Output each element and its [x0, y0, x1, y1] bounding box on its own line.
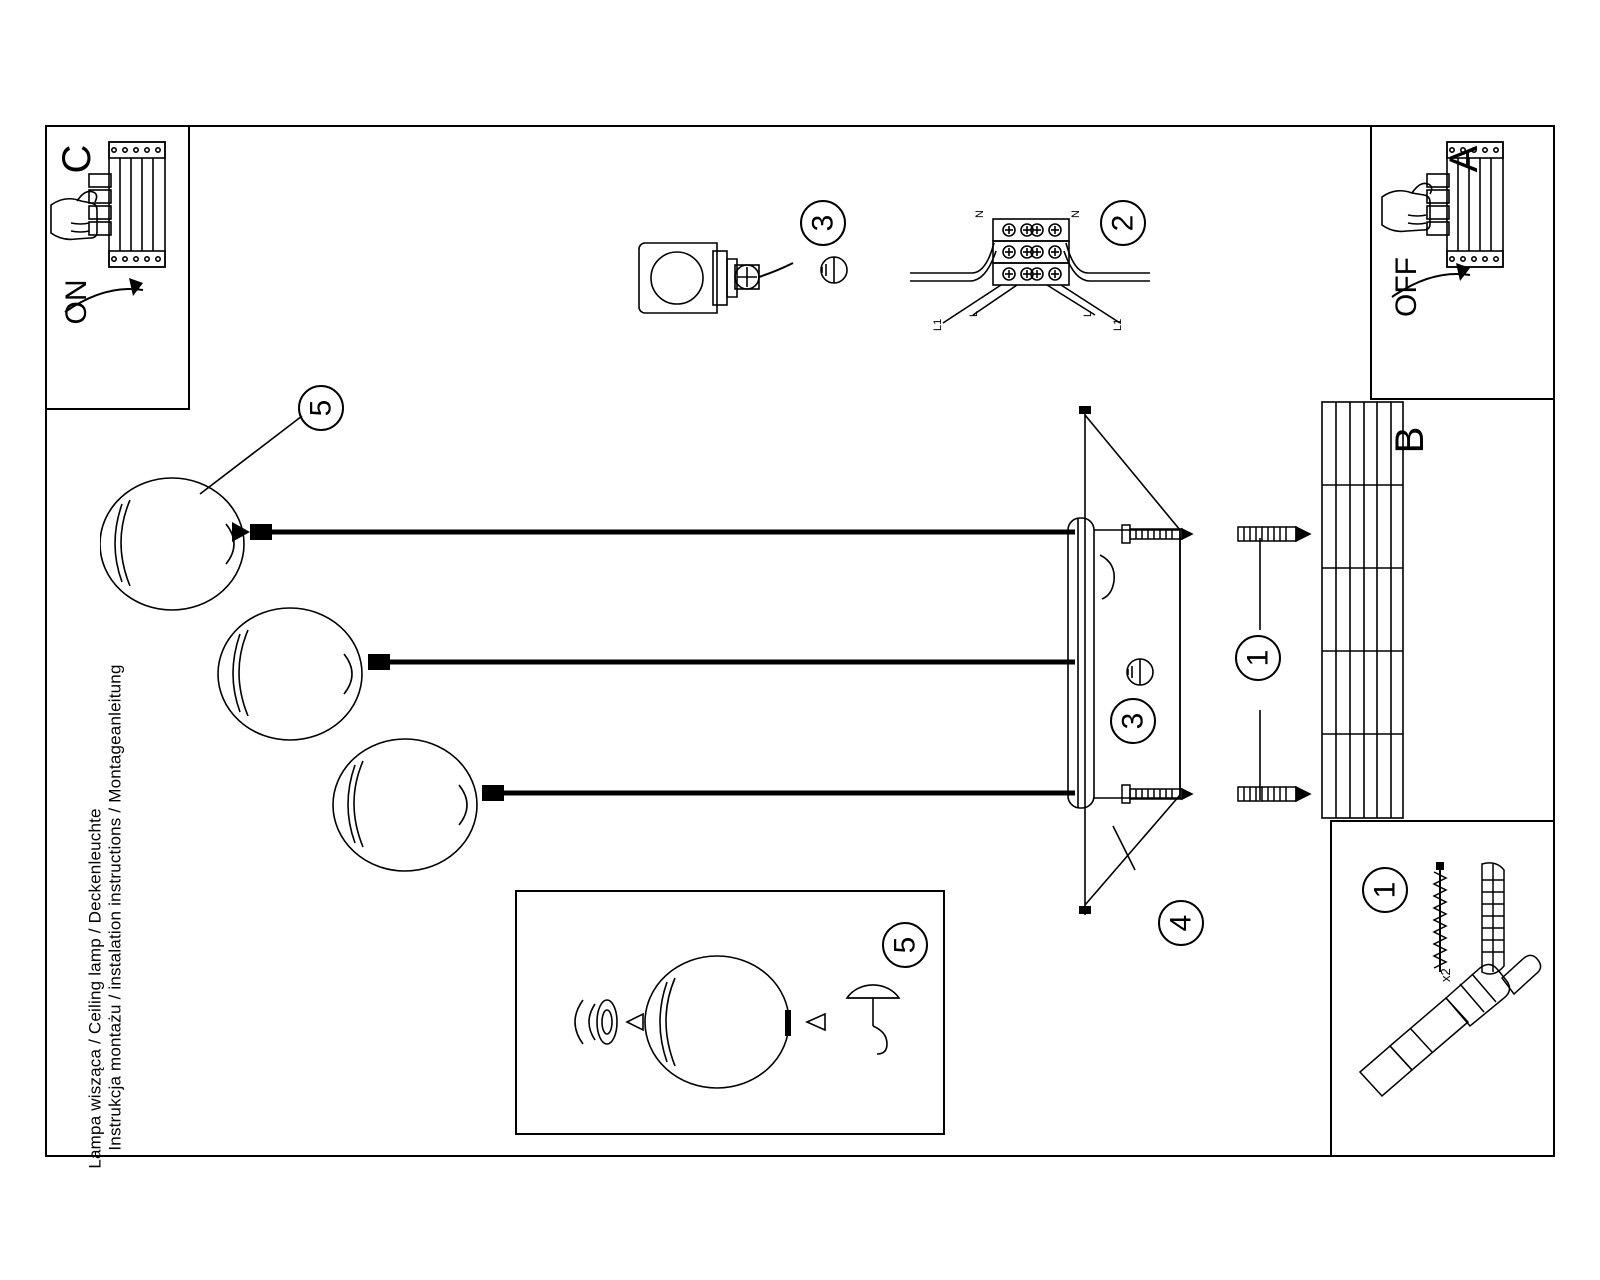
step-5-detail-badge: 5 [882, 922, 928, 968]
panel-a-letter: A [1442, 145, 1486, 173]
step-5-leader [190, 410, 310, 500]
step-5-badge: 5 [298, 385, 344, 431]
step-3-canopy-badge: 3 [1110, 698, 1156, 744]
terminal-label-l1-right: L1 [1112, 318, 1124, 331]
panel-a-state-label: OFF [1390, 257, 1423, 317]
document-title: Instrukcja montażu / instalation instructions / Montageanleitung [105, 664, 125, 1151]
panel-c-state-label: ON [60, 279, 93, 325]
panel-a [1370, 125, 1555, 400]
parts-quantity-label: x2 [1438, 968, 1453, 982]
step-2-badge: 2 [1100, 200, 1146, 246]
step-1-parts-badge: 1 [1362, 867, 1408, 913]
terminal-label-n-left: N [974, 210, 986, 218]
step-1-badge: 1 [1235, 635, 1281, 681]
panel-b-letter: B [1388, 426, 1432, 454]
document-subtitle: Lampa wisząca / Ceiling lamp / Deckenleuchte [85, 808, 105, 1169]
parts-illustration [1332, 822, 1555, 1157]
step-4-badge: 4 [1158, 900, 1204, 946]
step-3-badge: 3 [800, 200, 846, 246]
terminal-label-l-left: L [968, 310, 980, 317]
terminal-label-l-right: L [1082, 310, 1094, 317]
panel-parts [1330, 820, 1555, 1157]
socket-diagram [635, 225, 835, 335]
panel-c-letter: C [55, 144, 99, 174]
shade-detail-illustration [517, 892, 945, 1135]
panel-c [45, 125, 190, 410]
earth-symbol-top [812, 248, 856, 292]
panel-shade-detail [515, 890, 945, 1135]
step-1-leader [1240, 530, 1280, 810]
terminal-label-n-right: N [1070, 210, 1082, 218]
earth-symbol-canopy [1118, 650, 1162, 694]
terminal-label-l1-left: L1 [932, 318, 944, 331]
ceiling-hatch [1320, 400, 1405, 820]
